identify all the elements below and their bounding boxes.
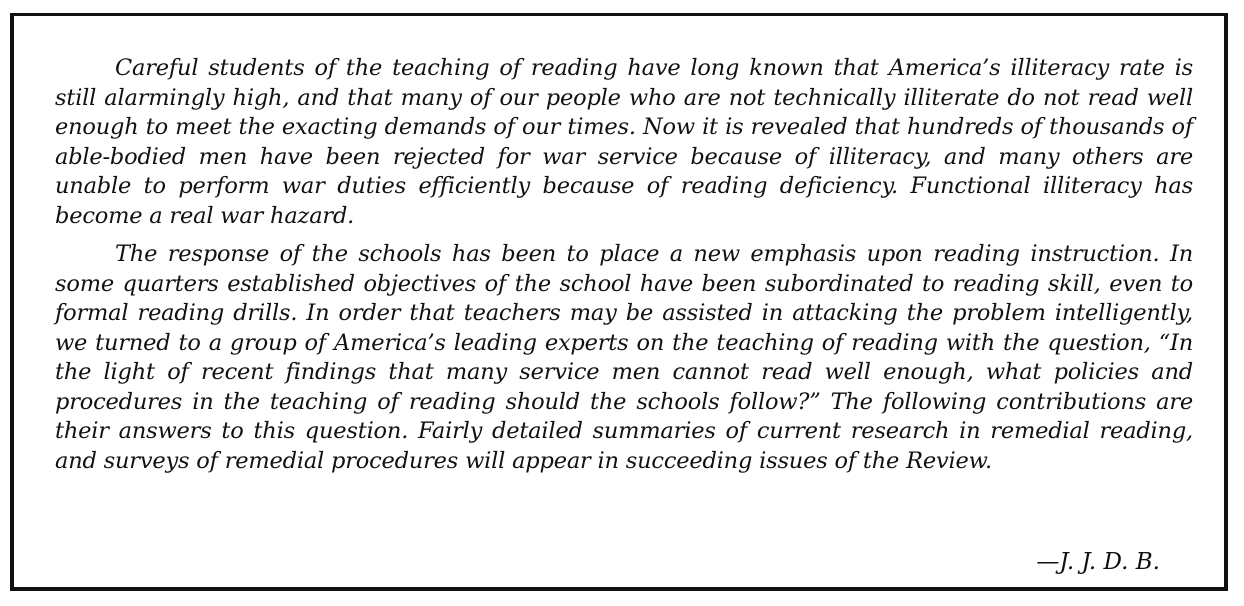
paragraph-school-response: The response of the schools has been to place a new emphasis upon reading instruction. In some quarters established objectives of the school have been subordinated to reading skill, even to formal reading drills. In order that teachers may be assisted in attacking the problem intelligently, we turned to a group of America’s leading experts on the teaching of reading with the question, “In the light of recent findings that many service men cannot read well enough, what policies and procedures in the teaching of reading should the schools follow?” The following contributions are their answers to this question. Fairly detailed summaries of current research in remedial reading, and surveys of remedial procedures will appear in succeeding issues of the Review. (55, 241, 1193, 474)
editorial-body (55, 54, 1193, 476)
paragraph-illiteracy-rate: Careful students of the teaching of reading have long known that America’s illiteracy rate is still alarmingly high, and that many of our people who are not technically illiterate do not read well enough to meet the exacting demands of our times. Now it is revealed that hundreds of thousands of able-bodied men have been rejected for war service because of illiteracy, and many others are unable to perform war duties efficiently because of reading deficiency. Functional illiteracy has become a real war hazard. (55, 55, 1193, 229)
author-signature: —J. J. D. B. (1036, 549, 1160, 575)
